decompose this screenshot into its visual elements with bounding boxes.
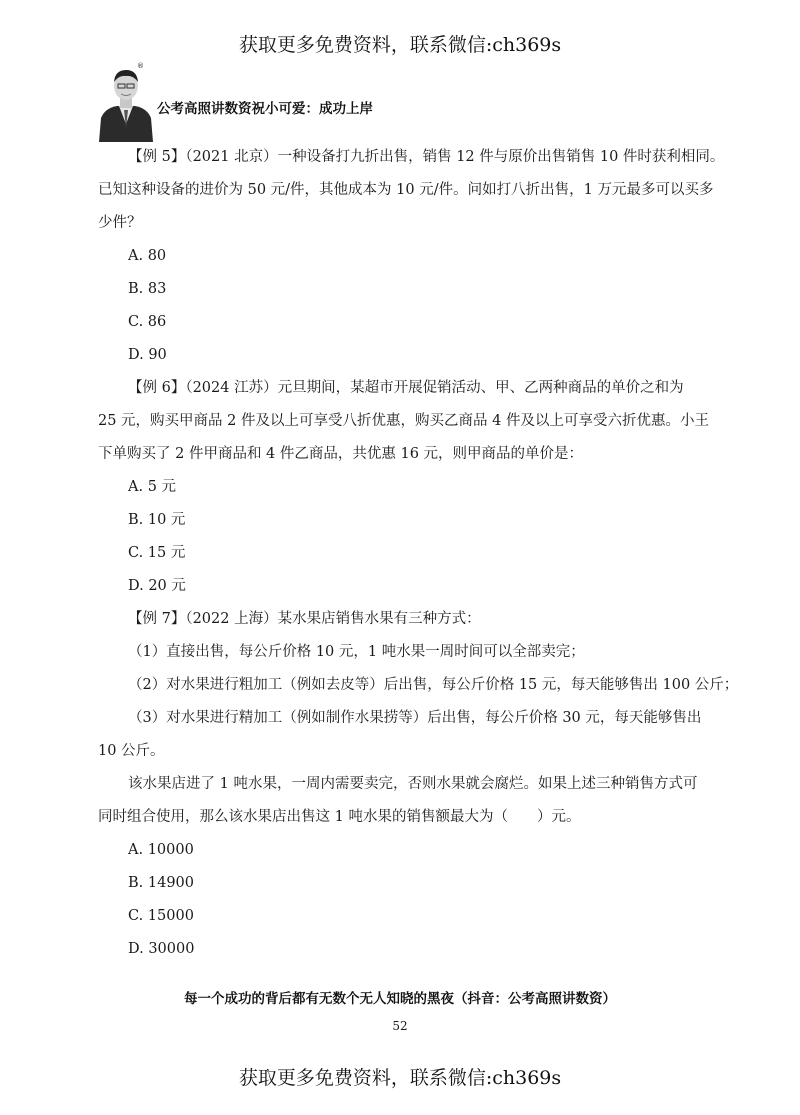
question-7	[98, 603, 739, 966]
page-number: 52	[392, 1019, 408, 1033]
header-slogan: 公考高照讲数资祝小可爱：成功上岸	[157, 101, 373, 117]
option-b: B. 10 元	[128, 512, 186, 528]
option-d: D. 90	[128, 347, 167, 363]
question-text	[98, 372, 709, 471]
method-2: （2）对水果进行粗加工（例如去皮等）后出售，每公斤价格 15 元，每天能够售出 100 公斤；	[128, 677, 739, 693]
question-text	[98, 603, 739, 834]
option-a: A. 10000	[128, 842, 194, 858]
option-c: C. 86	[128, 314, 167, 330]
question-text	[98, 141, 725, 240]
option-a: A. 5 元	[128, 479, 177, 495]
registered-mark: ®	[137, 62, 144, 70]
question-line: 25 元，购买甲商品 2 件及以上可享受八折优惠，购买乙商品 4 件及以上可享受六折优惠。小王	[98, 413, 709, 429]
option-c: C. 15000	[128, 908, 194, 924]
footer-slogan: 每一个成功的背后都有无数个无人知晓的黑夜（抖音：公考高照讲数资）	[184, 991, 616, 1007]
author-photo	[95, 60, 157, 142]
question-line: 该水果店进了 1 吨水果，一周内需要卖完，否则水果就会腐烂。如果上述三种销售方式可	[128, 776, 698, 792]
method-1: （1）直接出售，每公斤价格 10 元，1 吨水果一周时间可以全部卖完；	[128, 644, 585, 660]
header	[95, 60, 495, 142]
option-c: C. 15 元	[128, 545, 186, 561]
question-line: 少件？	[98, 215, 142, 231]
question-line: 【例 6】（2024 江苏）元旦期间，某超市开展促销活动、甲、乙两种商品的单价之和为	[128, 380, 684, 396]
question-line: 【例 7】（2022 上海）某水果店销售水果有三种方式：	[128, 611, 481, 627]
option-b: B. 83	[128, 281, 167, 297]
bottom-watermark: 获取更多免费资料，联系微信:ch369s	[238, 1067, 562, 1089]
question-6	[98, 372, 709, 603]
option-d: D. 20 元	[128, 578, 186, 594]
question-line: 已知这种设备的进价为 50 元/件，其他成本为 10 元/件。问如打八折出售，1 万元最多可以买多	[98, 182, 714, 198]
question-line: 同时组合使用，那么该水果店出售这 1 吨水果的销售额最大为（ ）元。	[98, 809, 581, 825]
option-a: A. 80	[128, 248, 167, 264]
top-watermark: 获取更多免费资料，联系微信:ch369s	[238, 34, 562, 56]
option-b: B. 14900	[128, 875, 195, 891]
content	[98, 141, 739, 966]
method-3-cont: 10 公斤。	[98, 743, 165, 759]
option-d: D. 30000	[128, 941, 195, 957]
method-3: （3）对水果进行精加工（例如制作水果捞等）后出售，每公斤价格 30 元，每天能够售出	[128, 710, 702, 726]
question-5	[98, 141, 725, 372]
question-line: 【例 5】（2021 北京）一种设备打九折出售，销售 12 件与原价出售销售 10 件时获利相同。	[128, 149, 725, 165]
question-line: 下单购买了 2 件甲商品和 4 件乙商品，共优惠 16 元，则甲商品的单价是：	[98, 446, 584, 462]
